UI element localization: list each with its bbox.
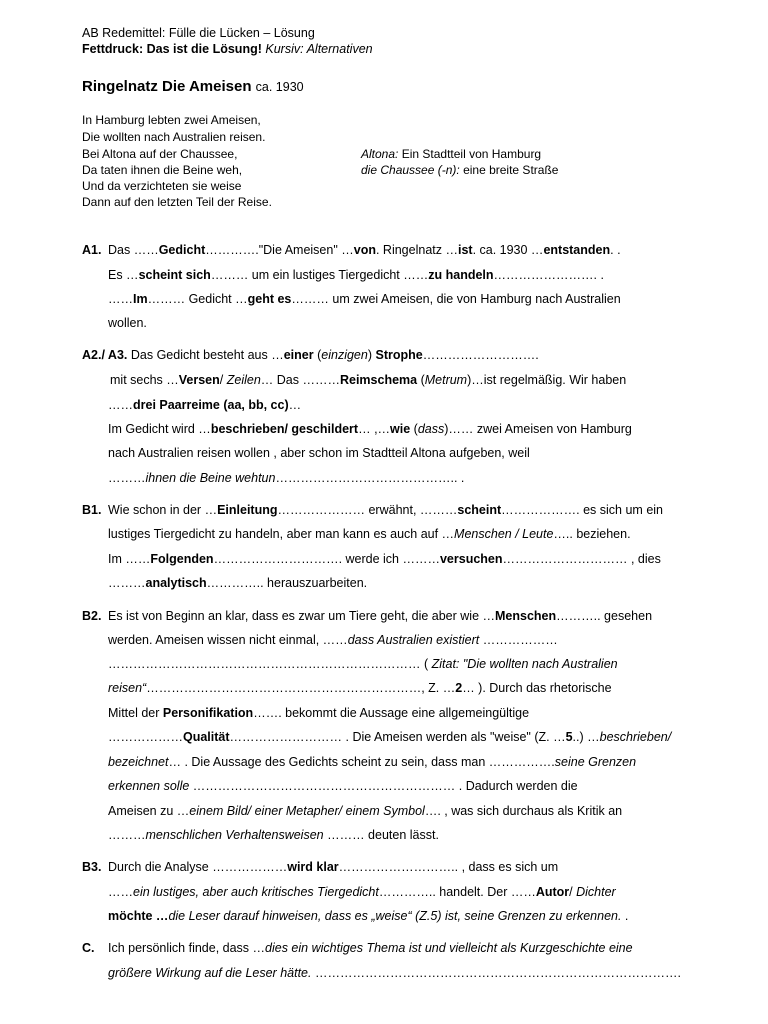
section-label-a23: A2./ A3. [82,348,128,362]
a1-line-2: Es …scheint sich……… um ein lustiges Tiergedicht ……zu handeln……………………. . [108,268,604,282]
c-line-1: Ich persönlich finde, dass …dies ein wichtiges Thema ist und vielleicht als Kurzgeschichte eine [108,941,633,955]
a23-line-6: ………ihnen die Beine wehtun…………………………………….. . [108,471,465,485]
a1-line-1: Das ……Gedicht…………."Die Ameisen" …von. Ringelnatz …ist. ca. 1930 …entstanden. . [108,243,621,257]
b2-line-3: ………………………………………………………………… ( Zitat: "Die wollten nach Australien [108,657,618,671]
poem-line: Dann auf den letzten Teil der Reise. [82,195,272,209]
header-bold-note: Fettdruck: Das ist die Lösung! [82,42,262,56]
glossary-entry [361,147,541,161]
a23-line-2: mit sechs …Versen/ Zeilen… Das ………Reimschema (Metrum)…ist regelmäßig. Wir haben [110,373,627,387]
b1-line-3: Im ……Folgenden…………………………. werde ich ………versuchen………………………… , dies [108,552,661,566]
poem-line: Bei Altona auf der Chaussee, [82,147,238,161]
a1-line-3: ……Im……… Gedicht …geht es……… um zwei Ameisen, die von Hamburg nach Australien [108,292,621,306]
header-line-2 [82,42,373,56]
b2-line-8: erkennen solle ……………………………………………………… . Dadurch werden die [108,779,578,793]
b1-line-2: lustiges Tiergedicht zu handeln, aber man kann es auch auf …Menschen / Leute….. beziehen. [108,527,631,541]
b1-line-1: Wie schon in der …Einleitung………………… erwähnt, ………scheint………………. es sich um ein [108,503,663,517]
a23-line-4: Im Gedicht wird …beschrieben/ geschildert… ,…wie (dass)…… zwei Ameisen von Hamburg [108,422,632,436]
b3-line-3: möchte …die Leser darauf hinweisen, dass es „weise“ (Z.5) ist, seine Grenzen zu erkennen. . [108,909,629,923]
b2-line-10: ………menschlichen Verhaltensweisen ……… deuten lässt. [108,828,439,842]
poem-line: Die wollten nach Australien reisen. [82,130,266,144]
glossary-def: Ein Stadtteil von Hamburg [401,147,542,161]
poem-line: In Hamburg lebten zwei Ameisen, [82,113,261,127]
a1-line-4: wollen. [108,316,147,330]
b2-line-4: reisen“…………………………………………………………, Z. …2… ). Durch das rhetorische [108,681,612,695]
c-line-2: größere Wirkung auf die Leser hätte. ……………………………………………………………………………. [108,966,681,980]
section-label-a1: A1. [82,243,102,257]
section-label-b2: B2. [82,609,102,623]
b3-line-2: ……ein lustiges, aber auch kritisches Tiergedicht………….. handelt. Der ……Autor/ Dichter [108,885,616,899]
glossary-def: eine breite Straße [463,163,559,177]
title-sub: ca. 1930 [255,80,304,94]
glossary-term: Altona: [361,147,399,161]
a23-line-3: ……drei Paarreime (aa, bb, cc)… [108,398,302,412]
section-label-b1: B1. [82,503,102,517]
a23-line-1: A2./ A3. Das Gedicht besteht aus …einer (einzigen) Strophe………………………. [82,348,539,362]
b2-line-6: ………………Qualität……………………… . Die Ameisen werden als "weise" (Z. …5..) …beschrieben/ [108,730,672,744]
glossary-term: die Chaussee (-n): [361,163,460,177]
header-line-1: AB Redemittel: Fülle die Lücken – Lösung [82,26,315,40]
page-title [82,78,304,95]
title-main: Ringelnatz Die Ameisen [82,78,252,95]
b2-line-7: bezeichnet… . Die Aussage des Gedichts scheint zu sein, dass man …………….seine Grenzen [108,755,637,769]
poem-line: Und da verzichteten sie weise [82,179,242,193]
header-italic-note: Kursiv: Alternativen [265,42,373,56]
b2-line-5: Mittel der Personifikation……. bekommt die Aussage eine allgemeingültige [108,706,530,720]
glossary-entry [361,163,558,177]
poem-line: Da taten ihnen die Beine weh, [82,163,243,177]
a23-line-5: nach Australien reisen wollen , aber schon im Stadtteil Altona aufgeben, weil [108,446,530,460]
b3-line-1: Durch die Analyse ………………wird klar……………………….. , dass es sich um [108,860,559,874]
b2-line-9: Ameisen zu …einem Bild/ einer Metapher/ einem Symbol…. , was sich durchaus als Kritik an [108,804,623,818]
b1-line-4: ………analytisch………….. herauszuarbeiten. [108,576,368,590]
b2-line-2: werden. Ameisen wissen nicht einmal, ……dass Australien existiert ……………… [108,633,558,647]
b2-line-1: Es ist von Beginn an klar, dass es zwar um Tiere geht, die aber wie …Menschen……….. gesehen [108,609,653,623]
section-label-c: C. [82,941,95,955]
section-label-b3: B3. [82,860,102,874]
